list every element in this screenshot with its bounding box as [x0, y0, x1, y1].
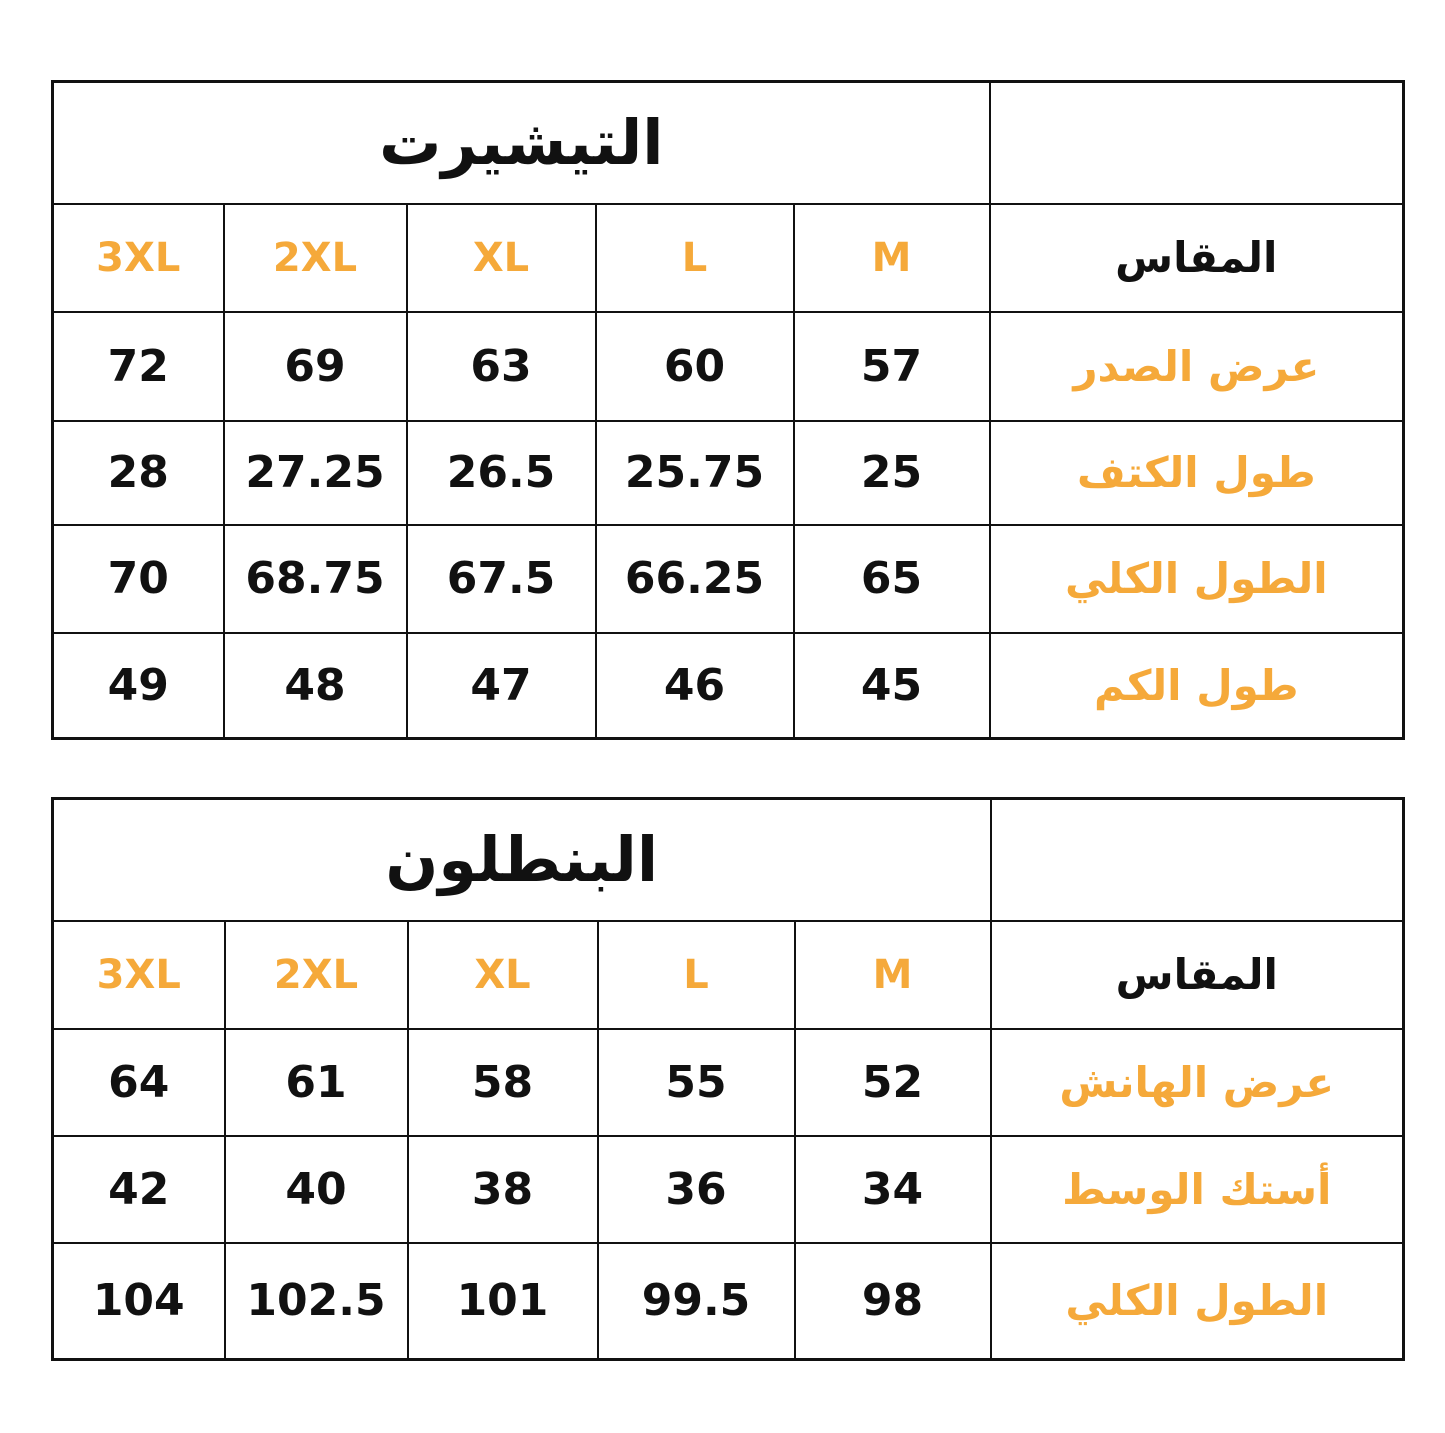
shirt-size-m: M — [794, 204, 990, 312]
pants-size-table — [51, 797, 1405, 1361]
pants-size-3xl: 3XL — [53, 921, 225, 1029]
value-cell: 28 — [53, 421, 224, 525]
value-cell: 99.5 — [598, 1243, 795, 1360]
shirt-size-2xl: 2XL — [224, 204, 407, 312]
value-cell: 57 — [794, 312, 990, 421]
value-cell: 65 — [794, 525, 990, 633]
shirt-title-blank-cell — [990, 82, 1404, 204]
value-cell: 38 — [408, 1136, 598, 1243]
value-cell: 98 — [795, 1243, 991, 1360]
value-cell: 42 — [53, 1136, 225, 1243]
value-cell: 68.75 — [224, 525, 407, 633]
value-cell: 25 — [794, 421, 990, 525]
row-label: طول الكم — [990, 633, 1404, 739]
value-cell: 47 — [407, 633, 596, 739]
pants-title-row — [53, 799, 1404, 921]
value-cell: 104 — [53, 1243, 225, 1360]
value-cell: 48 — [224, 633, 407, 739]
value-cell: 46 — [596, 633, 794, 739]
table-row — [53, 633, 1404, 739]
pants-size-l: L — [598, 921, 795, 1029]
shirt-title-row — [53, 82, 1404, 204]
value-cell: 36 — [598, 1136, 795, 1243]
value-cell: 25.75 — [596, 421, 794, 525]
shirt-table-title: التيشيرت — [53, 82, 990, 204]
value-cell: 66.25 — [596, 525, 794, 633]
row-label: عرض الصدر — [990, 312, 1404, 421]
shirt-size-header-row — [53, 204, 1404, 312]
value-cell: 34 — [795, 1136, 991, 1243]
value-cell: 60 — [596, 312, 794, 421]
row-label: عرض الهانش — [991, 1029, 1404, 1136]
row-label: الطول الكلي — [991, 1243, 1404, 1360]
value-cell: 72 — [53, 312, 224, 421]
value-cell: 58 — [408, 1029, 598, 1136]
value-cell: 64 — [53, 1029, 225, 1136]
pants-table-title: البنطلون — [53, 799, 991, 921]
value-cell: 45 — [794, 633, 990, 739]
row-label: أستك الوسط — [991, 1136, 1404, 1243]
pants-size-m: M — [795, 921, 991, 1029]
shirt-size-xl: XL — [407, 204, 596, 312]
row-label: طول الكتف — [990, 421, 1404, 525]
table-row — [53, 1243, 1404, 1360]
value-cell: 52 — [795, 1029, 991, 1136]
value-cell: 101 — [408, 1243, 598, 1360]
value-cell: 102.5 — [225, 1243, 408, 1360]
value-cell: 40 — [225, 1136, 408, 1243]
table-row — [53, 312, 1404, 421]
row-label: الطول الكلي — [990, 525, 1404, 633]
pants-measure-label: المقاس — [991, 921, 1404, 1029]
value-cell: 70 — [53, 525, 224, 633]
pants-size-2xl: 2XL — [225, 921, 408, 1029]
table-row — [53, 525, 1404, 633]
table-row — [53, 1029, 1404, 1136]
shirt-size-3xl: 3XL — [53, 204, 224, 312]
value-cell: 26.5 — [407, 421, 596, 525]
pants-size-header-row — [53, 921, 1404, 1029]
value-cell: 63 — [407, 312, 596, 421]
table-row — [53, 1136, 1404, 1243]
value-cell: 55 — [598, 1029, 795, 1136]
value-cell: 61 — [225, 1029, 408, 1136]
pants-title-blank-cell — [991, 799, 1404, 921]
shirt-measure-label: المقاس — [990, 204, 1404, 312]
table-row — [53, 421, 1404, 525]
value-cell: 27.25 — [224, 421, 407, 525]
value-cell: 67.5 — [407, 525, 596, 633]
value-cell: 49 — [53, 633, 224, 739]
shirt-size-table — [51, 80, 1405, 740]
pants-size-xl: XL — [408, 921, 598, 1029]
shirt-size-l: L — [596, 204, 794, 312]
value-cell: 69 — [224, 312, 407, 421]
